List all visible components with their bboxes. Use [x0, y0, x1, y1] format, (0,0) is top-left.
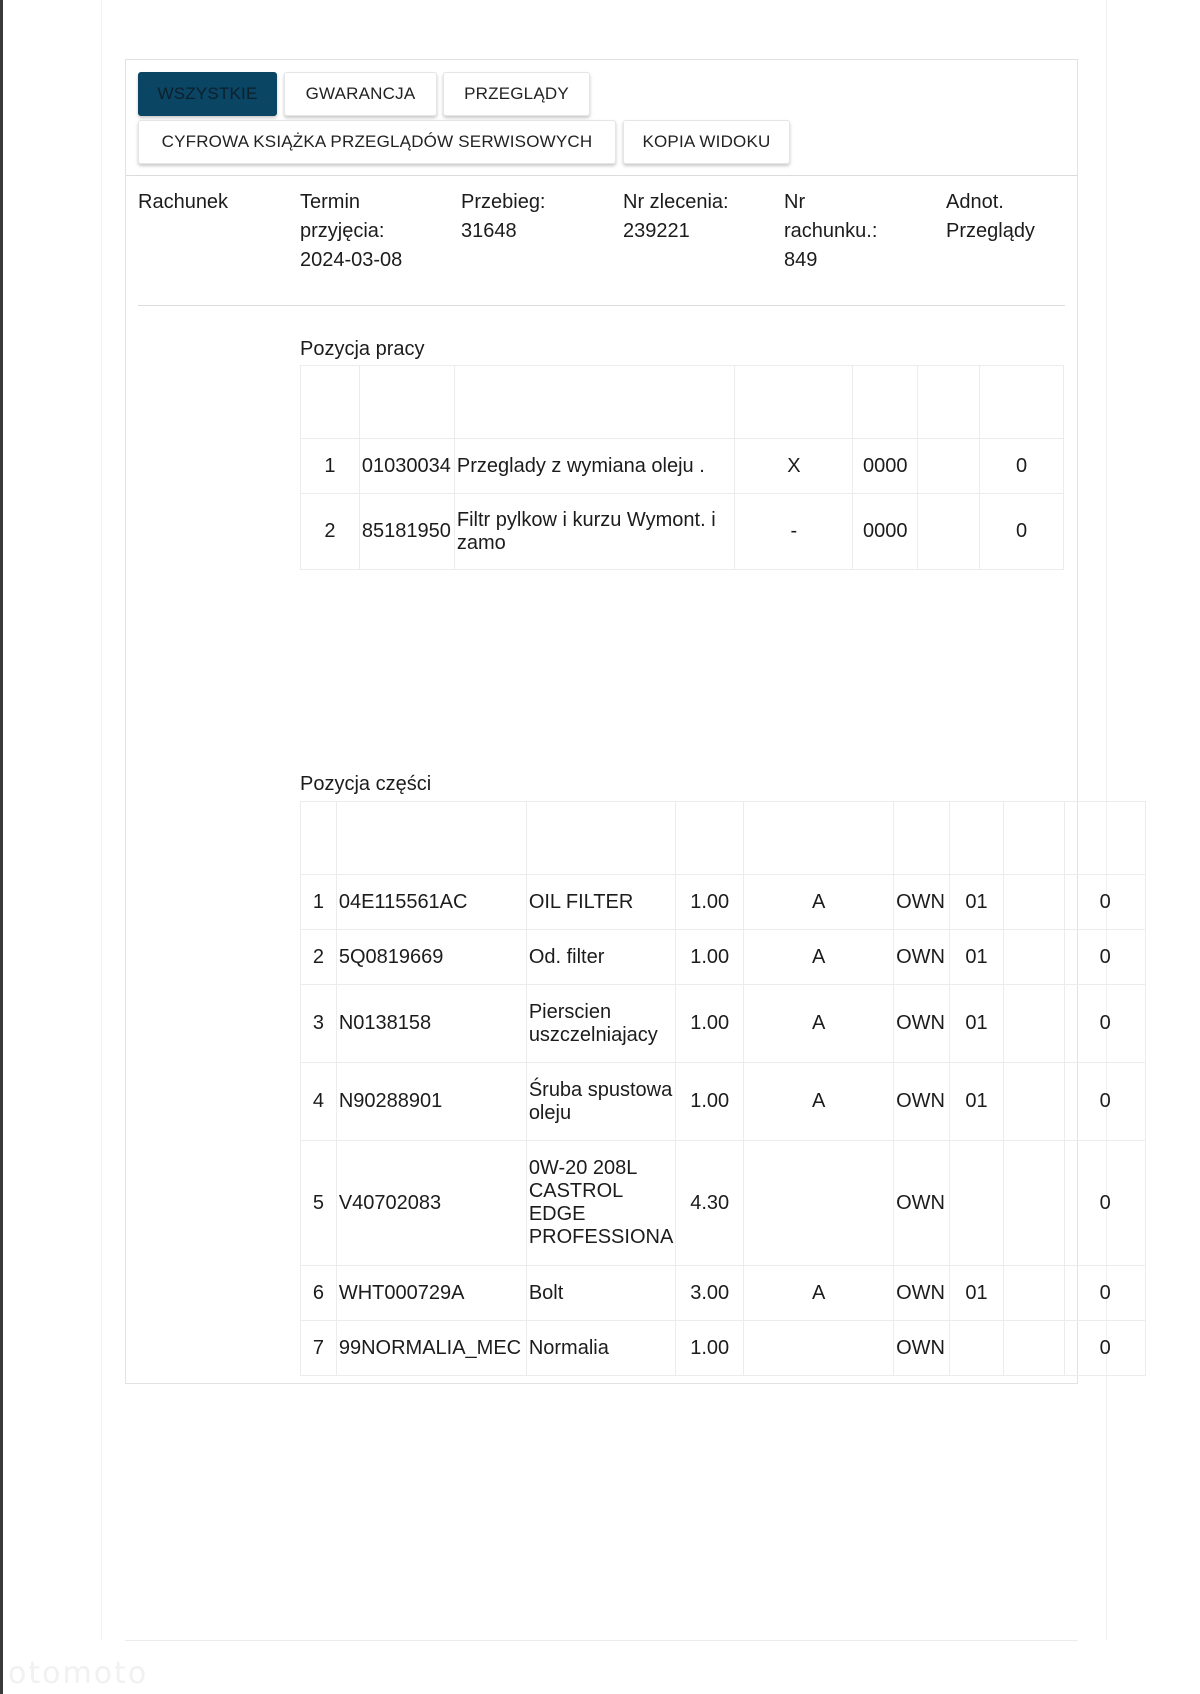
part-value: 0 — [1065, 1321, 1146, 1376]
part-value: 0 — [1065, 1266, 1146, 1321]
part-row-number: 1 — [301, 875, 337, 930]
order-number-label: Nr zlecenia: — [623, 191, 729, 213]
labor-description: Filtr pylkow i kurzu Wymont. i zamo — [454, 494, 735, 570]
labor-header-cell — [359, 366, 454, 439]
tab-all-button[interactable]: WSZYSTKIE — [138, 72, 277, 116]
table-row — [301, 1141, 1146, 1266]
mileage-field — [461, 188, 546, 246]
part-code: 01 — [950, 875, 1004, 930]
labor-header-cell — [301, 366, 360, 439]
part-number: 5Q0819669 — [336, 930, 526, 985]
part-extra — [1003, 985, 1065, 1063]
part-number: 04E115561AC — [336, 875, 526, 930]
invoice-label-line2: rachunku.: — [784, 220, 878, 242]
part-row-number: 3 — [301, 985, 337, 1063]
labor-header-cell — [980, 366, 1064, 439]
table-row — [301, 875, 1146, 930]
part-source: OWN — [894, 1141, 950, 1266]
labor-extra — [918, 439, 980, 494]
labor-operation-code: 01030034 — [359, 439, 454, 494]
part-row-number: 2 — [301, 930, 337, 985]
part-value: 0 — [1065, 875, 1146, 930]
part-number: N0138158 — [336, 985, 526, 1063]
intake-date-field — [300, 188, 402, 275]
tab-digital-service-book-button[interactable]: CYFROWA KSIĄŻKA PRZEGLĄDÓW SERWISOWYCH — [138, 120, 616, 164]
part-quantity: 1.00 — [676, 930, 744, 985]
part-row-number: 7 — [301, 1321, 337, 1376]
part-code — [950, 1321, 1004, 1376]
part-class: A — [744, 985, 894, 1063]
footer-divider — [125, 1640, 1078, 1641]
table-row — [301, 1063, 1146, 1141]
part-extra — [1003, 875, 1065, 930]
part-quantity: 1.00 — [676, 985, 744, 1063]
header-divider — [138, 305, 1065, 306]
tab-warranty-button[interactable]: GWARANCJA — [284, 72, 437, 116]
order-number-value: 239221 — [623, 220, 690, 242]
labor-row-number: 2 — [301, 494, 360, 570]
mileage-label: Przebieg: — [461, 191, 546, 213]
part-description: Śruba spustowa oleju — [526, 1063, 675, 1141]
part-description: Pierscien uszczelniajacy — [526, 985, 675, 1063]
labor-section-title: Pozycja pracy — [300, 338, 425, 360]
intake-label-line1: Termin — [300, 191, 361, 213]
part-class: A — [744, 1063, 894, 1141]
part-quantity: 1.00 — [676, 875, 744, 930]
labor-header-cell — [853, 366, 918, 439]
labor-flag: X — [735, 439, 853, 494]
part-number: WHT000729A — [336, 1266, 526, 1321]
part-class: A — [744, 930, 894, 985]
doc-type-label: Rachunek — [138, 191, 229, 213]
part-number: 99NORMALIA_MEC — [336, 1321, 526, 1376]
parts-header-cell — [1065, 802, 1146, 875]
part-code: 01 — [950, 1063, 1004, 1141]
labor-flag: - — [735, 494, 853, 570]
labor-row-number: 1 — [301, 439, 360, 494]
part-code — [950, 1141, 1004, 1266]
parts-table — [300, 801, 1146, 1376]
part-code: 01 — [950, 985, 1004, 1063]
part-class: A — [744, 1266, 894, 1321]
part-row-number: 5 — [301, 1141, 337, 1266]
tabs-divider — [126, 175, 1077, 176]
labor-extra — [918, 494, 980, 570]
window-left-edge — [0, 0, 3, 1694]
part-quantity: 1.00 — [676, 1063, 744, 1141]
invoice-number-value: 849 — [784, 249, 818, 271]
part-class: A — [744, 875, 894, 930]
part-code: 01 — [950, 1266, 1004, 1321]
part-extra — [1003, 930, 1065, 985]
part-number: N90288901 — [336, 1063, 526, 1141]
labor-header-cell — [918, 366, 980, 439]
part-value: 0 — [1065, 985, 1146, 1063]
part-description: OIL FILTER — [526, 875, 675, 930]
parts-header-cell — [526, 802, 675, 875]
note-label: Adnot. — [946, 191, 1004, 213]
part-code: 01 — [950, 930, 1004, 985]
doc-type-field — [138, 188, 228, 217]
part-class — [744, 1321, 894, 1376]
intake-label-line2: przyjęcia: — [300, 220, 385, 242]
table-row — [301, 439, 1064, 494]
order-number-field — [623, 188, 729, 246]
part-extra — [1003, 1321, 1065, 1376]
table-row — [301, 1266, 1146, 1321]
labor-code2: 0000 — [853, 439, 918, 494]
part-class — [744, 1141, 894, 1266]
part-quantity: 1.00 — [676, 1321, 744, 1376]
invoice-number-field — [784, 188, 877, 275]
part-value: 0 — [1065, 1141, 1146, 1266]
parts-header-cell — [1003, 802, 1065, 875]
labor-description: Przeglady z wymiana oleju . — [454, 439, 735, 494]
part-quantity: 3.00 — [676, 1266, 744, 1321]
part-description: 0W-20 208L CASTROL EDGE PROFESSIONA — [526, 1141, 675, 1266]
mileage-value: 31648 — [461, 220, 517, 242]
invoice-label-line1: Nr — [784, 191, 806, 213]
page-guide-left — [101, 0, 102, 1640]
parts-section-title: Pozycja części — [300, 773, 432, 795]
labor-operation-code: 85181950 — [359, 494, 454, 570]
parts-header-row — [301, 802, 1146, 875]
watermark-logo: otomoto — [8, 1656, 149, 1691]
parts-header-cell — [676, 802, 744, 875]
tab-inspections-button[interactable]: PRZEGLĄDY — [443, 72, 590, 116]
part-description: Od. filter — [526, 930, 675, 985]
copy-view-button[interactable]: KOPIA WIDOKU — [623, 120, 790, 164]
part-description: Normalia — [526, 1321, 675, 1376]
labor-code2: 0000 — [853, 494, 918, 570]
part-value: 0 — [1065, 930, 1146, 985]
part-number: V40702083 — [336, 1141, 526, 1266]
table-row — [301, 985, 1146, 1063]
part-source: OWN — [894, 985, 950, 1063]
part-extra — [1003, 1063, 1065, 1141]
part-source: OWN — [894, 1266, 950, 1321]
part-extra — [1003, 1141, 1065, 1266]
labor-header-cell — [454, 366, 735, 439]
labor-value: 0 — [980, 439, 1064, 494]
table-row — [301, 494, 1064, 570]
labor-table — [300, 365, 1064, 570]
part-source: OWN — [894, 875, 950, 930]
part-description: Bolt — [526, 1266, 675, 1321]
parts-header-cell — [336, 802, 526, 875]
note-field — [946, 188, 1035, 246]
part-quantity: 4.30 — [676, 1141, 744, 1266]
table-row — [301, 1321, 1146, 1376]
part-source: OWN — [894, 1063, 950, 1141]
labor-header-cell — [735, 366, 853, 439]
part-extra — [1003, 1266, 1065, 1321]
labor-header-row — [301, 366, 1064, 439]
parts-header-cell — [301, 802, 337, 875]
labor-value: 0 — [980, 494, 1064, 570]
part-source: OWN — [894, 1321, 950, 1376]
part-source: OWN — [894, 930, 950, 985]
parts-header-cell — [894, 802, 950, 875]
parts-header-cell — [744, 802, 894, 875]
part-value: 0 — [1065, 1063, 1146, 1141]
note-value: Przeglądy — [946, 220, 1035, 242]
intake-date-value: 2024-03-08 — [300, 249, 403, 271]
table-row — [301, 930, 1146, 985]
part-row-number: 4 — [301, 1063, 337, 1141]
parts-header-cell — [950, 802, 1004, 875]
part-row-number: 6 — [301, 1266, 337, 1321]
